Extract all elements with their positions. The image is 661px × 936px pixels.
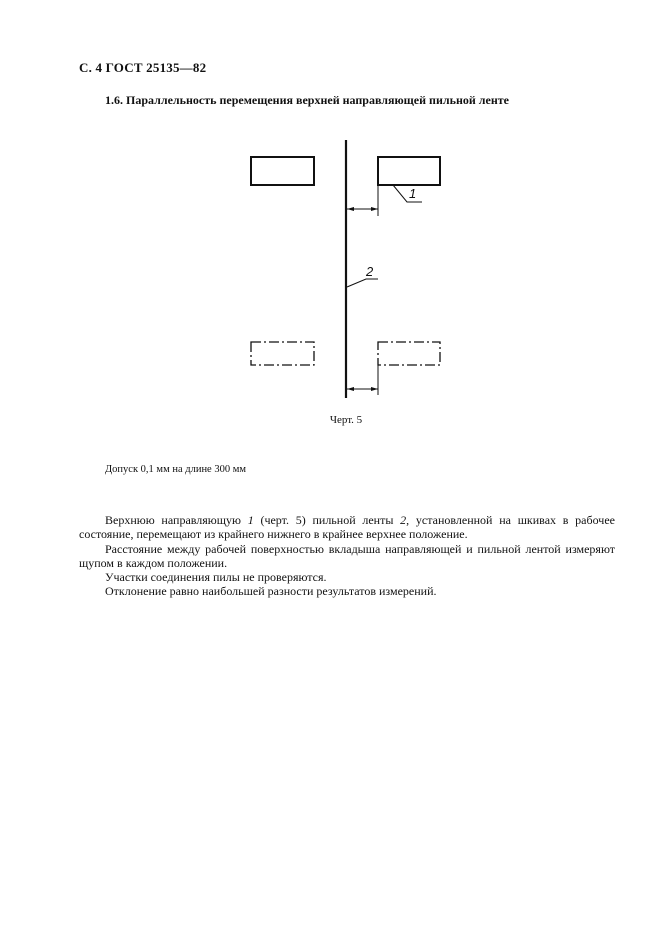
figure-caption: Черт. 5 <box>329 414 363 426</box>
upper-dimension-arrow-left <box>347 207 354 211</box>
lower-left-guide-block <box>251 342 314 365</box>
paragraph-procedure: Верхнюю направляющую 1 (черт. 5) пильной ленты 2, установленной на шкивах в рабочее состояние, перемещают из крайнего нижнего в крайнее верхнее положение. <box>79 513 615 542</box>
upper-right-guide-block <box>378 157 440 185</box>
upper-left-guide-block <box>251 157 314 185</box>
paragraph-deviation: Отклонение равно наибольшей разности результатов измерений. <box>105 584 437 599</box>
callout-1-label: 1 <box>409 186 417 201</box>
reference-saw-band-number: 2 <box>400 513 407 527</box>
lower-dimension-arrow-right <box>371 387 378 391</box>
section-heading: 1.6. Параллельность перемещения верхней направляющей пильной ленте <box>105 93 509 107</box>
tolerance-note: Допуск 0,1 мм на длине 300 мм <box>105 464 247 475</box>
lower-dimension-arrow-left <box>347 387 354 391</box>
page-header: С. 4 ГОСТ 25135—82 <box>79 60 207 75</box>
upper-dimension-arrow-right <box>371 207 378 211</box>
lower-right-guide-block <box>378 342 440 365</box>
callout-2-label: 2 <box>366 264 374 279</box>
reference-guide-number: 1 <box>247 513 254 527</box>
paragraph-exclusion: Участки соединения пилы не проверяются. <box>105 570 327 585</box>
callout-1-leader <box>393 185 422 202</box>
body-text <box>79 513 615 599</box>
callout-2-leader <box>347 279 378 287</box>
paragraph-measurement: Расстояние между рабочей поверхностью вкладыша направляющей и пильной лентой измеряют щупом в каждом положении. <box>79 541 615 570</box>
